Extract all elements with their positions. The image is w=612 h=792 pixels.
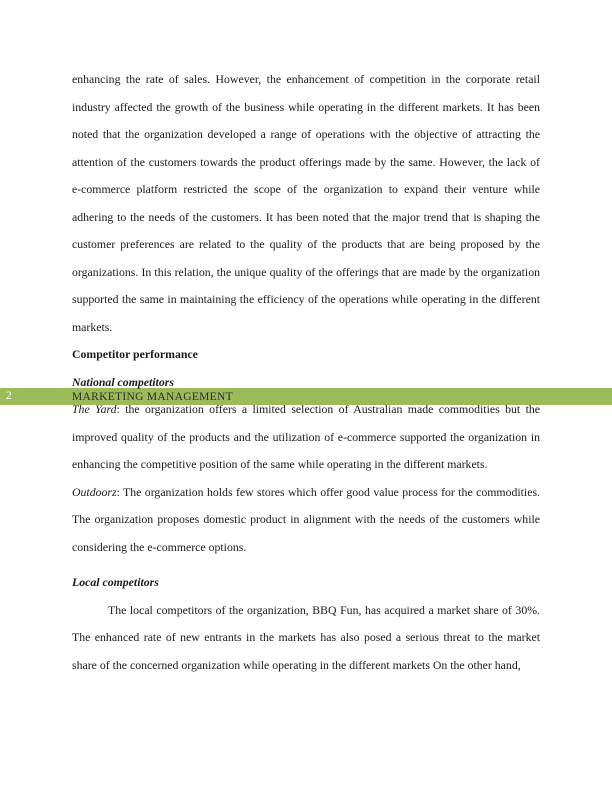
heading-national-competitors: National competitors <box>72 374 174 389</box>
paragraph-outdoorz <box>72 479 540 562</box>
running-header-title: MARKETING MANAGEMENT <box>72 391 233 403</box>
competitor-name-outdoorz: Outdoorz <box>72 484 117 499</box>
heading-competitor-performance: Competitor performance <box>72 347 198 361</box>
paragraph-the-yard-text: : the organization offers a limited selection of Australian made commodities but the improved quality of the products and the utilization of e-commerce supported the organization in enhancing the competitive position of the same while operating in the different markets. <box>72 402 540 471</box>
heading-local-competitors: Local competitors <box>72 575 159 589</box>
paragraph-intro: enhancing the rate of sales. However, the enhancement of competition in the corporate retail industry affected the growth of the business while operating in the different markets. It has been noted that the organization developed a range of operations with the objective of attracting the attention of the customers towards the product offerings made by the same. However, the lack of e-commerce platform restricted the scope of the organization to expand their venture while adhering to the needs of the customers. It has been noted that the major trend that is shaping the customer preferences are related to the quality of the products that are being proposed by the organizations. In this relation, the unique quality of the offerings that are made by the organization supported the same in maintaining the efficiency of the operations while operating in the different markets. <box>72 72 540 334</box>
body-text-block <box>72 66 540 679</box>
competitor-name-the-yard: The Yard <box>72 402 117 416</box>
paragraph-outdoorz-text: : The organization holds few stores which offer good value process for the commodities. The organization proposes domestic product in alignment with the needs of the customers while considering the e-commerce options. <box>72 484 540 554</box>
paragraph-local-competitors: The local competitors of the organization, BBQ Fun, has acquired a market share of 30%. The enhanced rate of new entrants in the markets has also posed a serious threat to the market share of the concerned organization while operating in the different markets On the other hand, <box>72 602 540 672</box>
page-number: 2 <box>6 390 12 402</box>
paragraph-the-yard <box>72 396 540 479</box>
